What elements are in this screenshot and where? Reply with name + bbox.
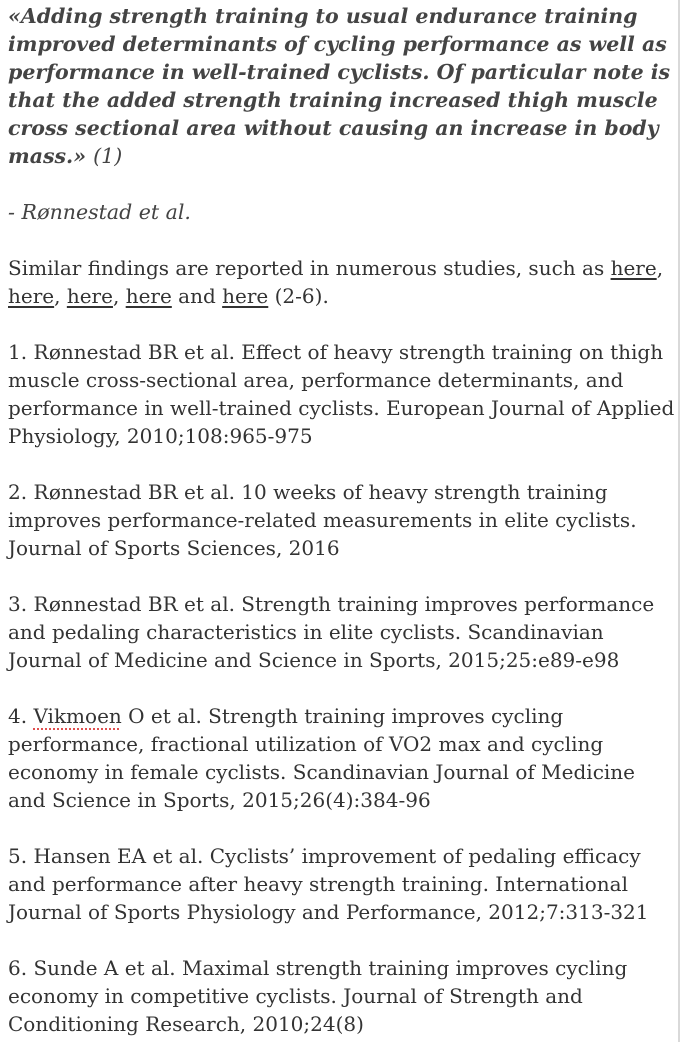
similar-findings-paragraph <box>8 254 676 310</box>
reference-details: EA et al. Cyclists’ improvement of pedaling efficacy and performance after heavy strength training. International Journal of Sports Physiology and Performance, 2012;7:313-321 <box>8 844 649 924</box>
study-link-2[interactable]: here <box>8 284 55 308</box>
reference-item <box>8 842 676 926</box>
reference-author: Rønnestad <box>33 480 142 504</box>
reference-details: BR et al. Effect of heavy strength training on thigh muscle cross-sectional area, performance determinants, and performance in well-trained cyclists. European Journal of Applied Physiology, 2010;108:965-975 <box>8 340 675 448</box>
study-link-1[interactable]: here <box>610 256 657 280</box>
study-link-3[interactable]: here <box>66 284 113 308</box>
reference-number: 3. <box>8 592 34 616</box>
similar-findings-intro: Similar findings are reported in numerous studies, such as <box>8 256 605 280</box>
reference-item <box>8 702 676 814</box>
reference-author: Rønnestad <box>33 340 142 364</box>
study-link-4[interactable]: here <box>125 284 172 308</box>
link-separator: , <box>54 284 61 308</box>
reference-item <box>8 478 676 562</box>
similar-findings-citation: (2-6). <box>274 284 329 308</box>
reference-author-misspelled: Vikmoen <box>33 704 122 728</box>
study-quote <box>8 2 676 170</box>
reference-author: Rønnestad <box>33 592 142 616</box>
and-word: and <box>178 284 216 308</box>
quote-citation: (1) <box>93 144 123 168</box>
reference-item <box>8 954 676 1038</box>
reference-number: 5. <box>8 844 34 868</box>
article-body <box>8 2 676 1038</box>
link-separator: , <box>656 256 664 280</box>
reference-number: 1. <box>8 340 34 364</box>
reference-details: BR et al. Strength training improves performance and pedaling characteristics in elite cyclists. Scandinavian Journal of Medicine and Science in Sports, 2015;25:e89-e98 <box>8 592 655 672</box>
reference-author: Sunde <box>33 956 98 980</box>
reference-number: 2. <box>8 480 34 504</box>
reference-details: BR et al. 10 weeks of heavy strength training improves performance-related measurements in elite cyclists. Journal of Sports Sciences, 2016 <box>8 480 637 560</box>
reference-details: O et al. Strength training improves cycling performance, fractional utilization of VO2 max and cycling economy in female cyclists. Scandinavian Journal of Medicine and Science in Sports, 2015;26(4):384-96 <box>8 704 636 812</box>
reference-details: A et al. Maximal strength training improves cycling economy in competitive cyclists. Journal of Strength and Conditioning Research, 2010;24(8) <box>8 956 628 1036</box>
link-separator: , <box>112 284 120 308</box>
quote-text: «Adding strength training to usual endurance training improved determinants of cycling performance as well as performance in well-trained cyclists. Of particular note is that the added strength training increased thigh muscle cross sectional area without causing an increase in body mass.» <box>8 4 671 168</box>
reference-item <box>8 590 676 674</box>
reference-item <box>8 338 676 450</box>
study-link-5[interactable]: here <box>222 284 269 308</box>
quote-attribution: - Rønnestad et al. <box>8 200 191 224</box>
reference-author: Hansen <box>33 844 111 868</box>
reference-number: 6. <box>8 956 34 980</box>
reference-number: 4. <box>8 704 34 728</box>
